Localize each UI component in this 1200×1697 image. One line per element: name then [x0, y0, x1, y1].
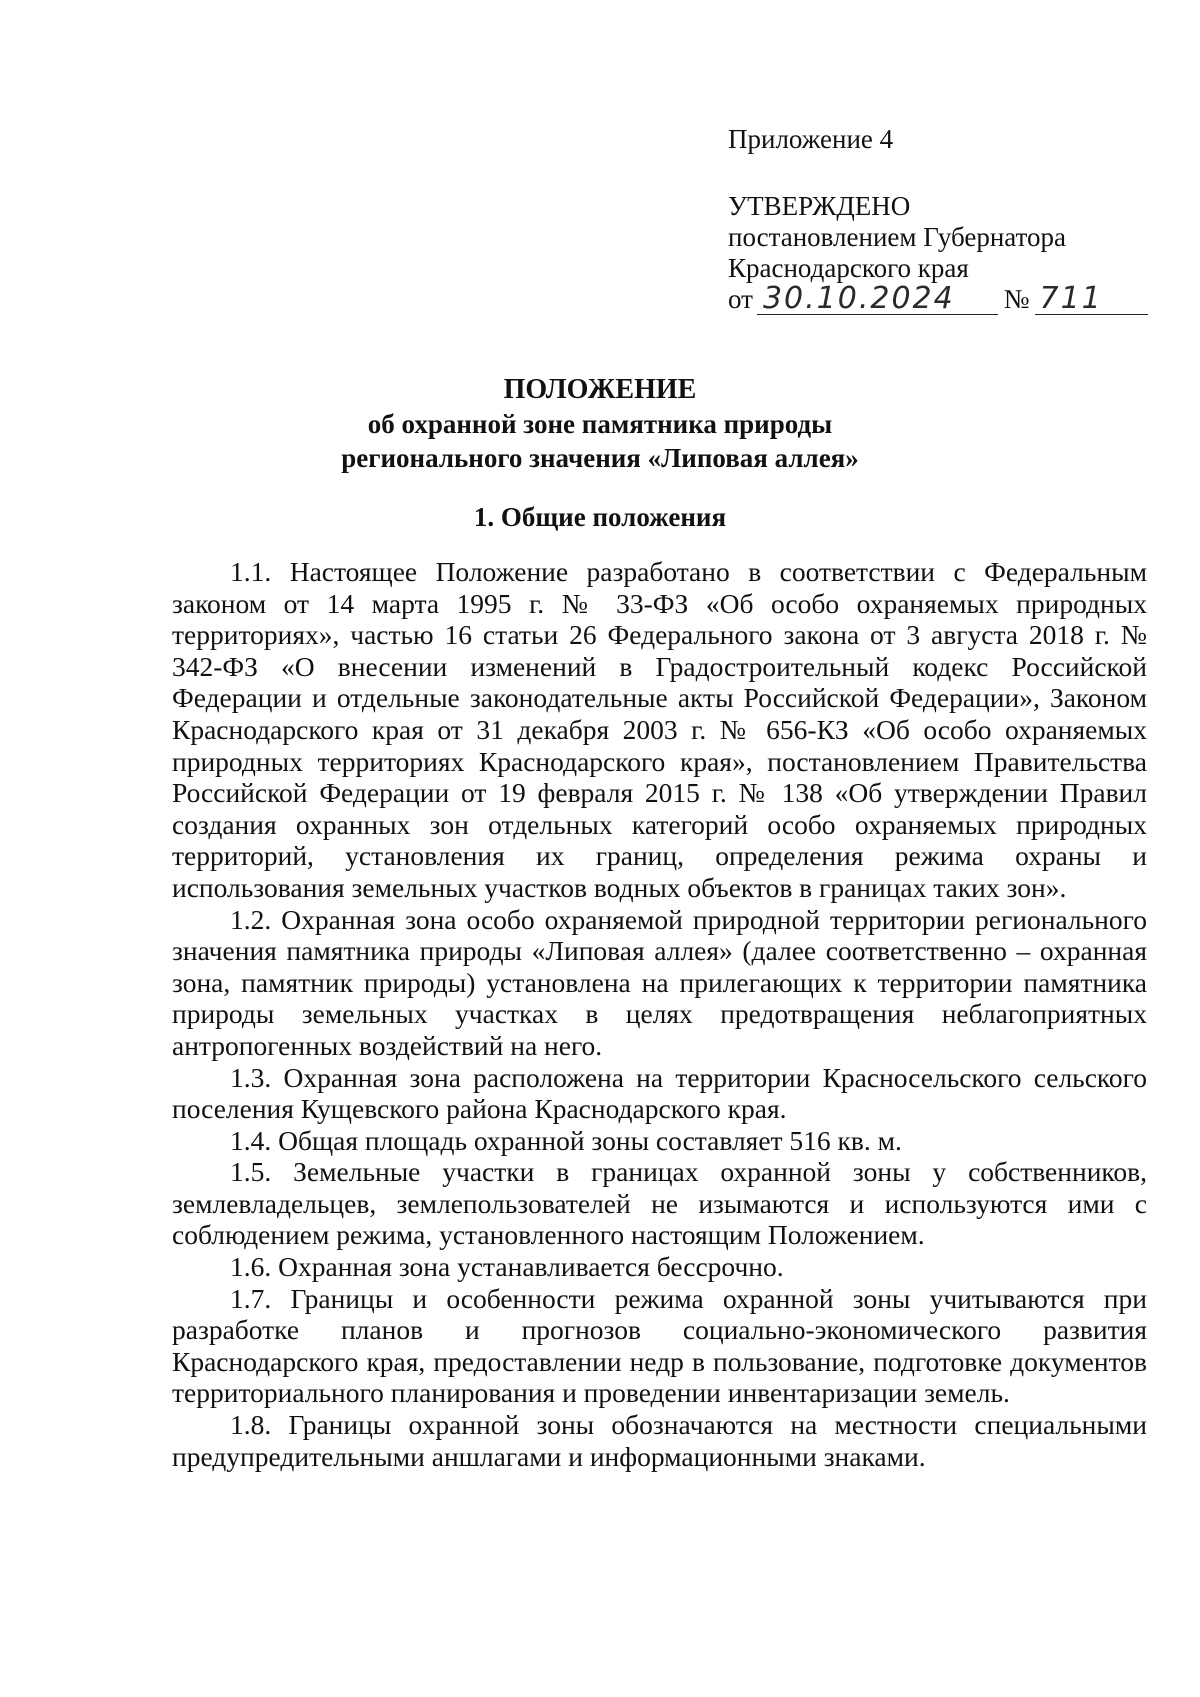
approved-label: УТВЕРЖДЕНО — [728, 191, 911, 221]
paragraph-1-3: 1.3. Охранная зона расположена на территории Красносельского сельского поселения Кущевского района Краснодарского края. — [172, 1061, 1147, 1125]
document-subtitle-line-1: об охранной зоне памятника природы — [367, 409, 833, 439]
approval-block — [728, 124, 1148, 315]
paragraph-1-7: 1.7. Границы и особенности режима охранной зоны учитываются при разработке планов и прогнозов социально-экономического развития Краснодарского края, предоставлении недр в пользование, подготовке документов территориального планирования и проведении инвентаризации земель. — [172, 1282, 1147, 1409]
paragraph-1-1: 1.1. Настоящее Положение разработано в соответствии с Федеральным законом от 14 марта 1995 г. № 33-ФЗ «Об особо охраняемых природных территориях», частью 16 статьи 26 Федерального закона от 3 августа 2018 г. № 342-ФЗ «О внесении изменений в Градостроительный кодекс Российской Федерации и отдельные законодательные акты Российской Федерации», Законом Краснодарского края от 31 декабря 2003 г. № 656-КЗ «Об особо охраняемых природных территориях Краснодарского края», постановлением Правительства Российской Федерации от 19 февраля 2015 г. № 138 «Об утверждении Правил создания охранных зон отдельных категорий особо охраняемых природных территорий, установления их границ, определения режима охраны и использования земельных участков водных объектов в границах таких зон». — [172, 556, 1147, 903]
section-heading: 1. Общие положения — [473, 502, 727, 532]
approved-by-line-1: постановлением Губернатора — [728, 222, 1066, 252]
document-title: ПОЛОЖЕНИЕ — [503, 374, 697, 405]
approved-by-line-2: Краснодарского края — [728, 253, 969, 283]
document-subtitle-line-2: регионального значения «Липовая аллея» — [341, 443, 859, 473]
document-body — [172, 556, 1147, 1472]
paragraph-1-5: 1.5. Земельные участки в границах охранной зоны у собственников, землевладельцев, землепользователей не изымаются и используются ими с соблюдением режима, установленного настоящим Положением. — [172, 1156, 1147, 1251]
paragraph-1-4: 1.4. Общая площадь охранной зоны составляет 516 кв. м. — [230, 1124, 902, 1156]
handwritten-date: 30.10.2024 — [757, 284, 998, 315]
paragraph-1-2: 1.2. Охранная зона особо охраняемой природной территории регионального значения памятника природы «Липовая аллея» (далее соответственно – охранная зона, памятник природы) установлена на прилегающих к территории памятника природы земельных участках в целях предотвращения неблагоприятных антропогенных воздействий на него. — [172, 903, 1147, 1061]
paragraph-1-8: 1.8. Границы охранной зоны обозначаются на местности специальными предупредительными аншлагами и информационными знаками. — [172, 1409, 1147, 1472]
date-prefix: от — [728, 284, 753, 314]
number-sign: № — [1003, 284, 1030, 314]
handwritten-number: 711 — [1035, 284, 1148, 315]
paragraph-1-6: 1.6. Охранная зона устанавливается бессрочно. — [230, 1251, 784, 1283]
decree-date-line — [728, 281, 1148, 316]
annex-label: Приложение 4 — [728, 124, 894, 154]
